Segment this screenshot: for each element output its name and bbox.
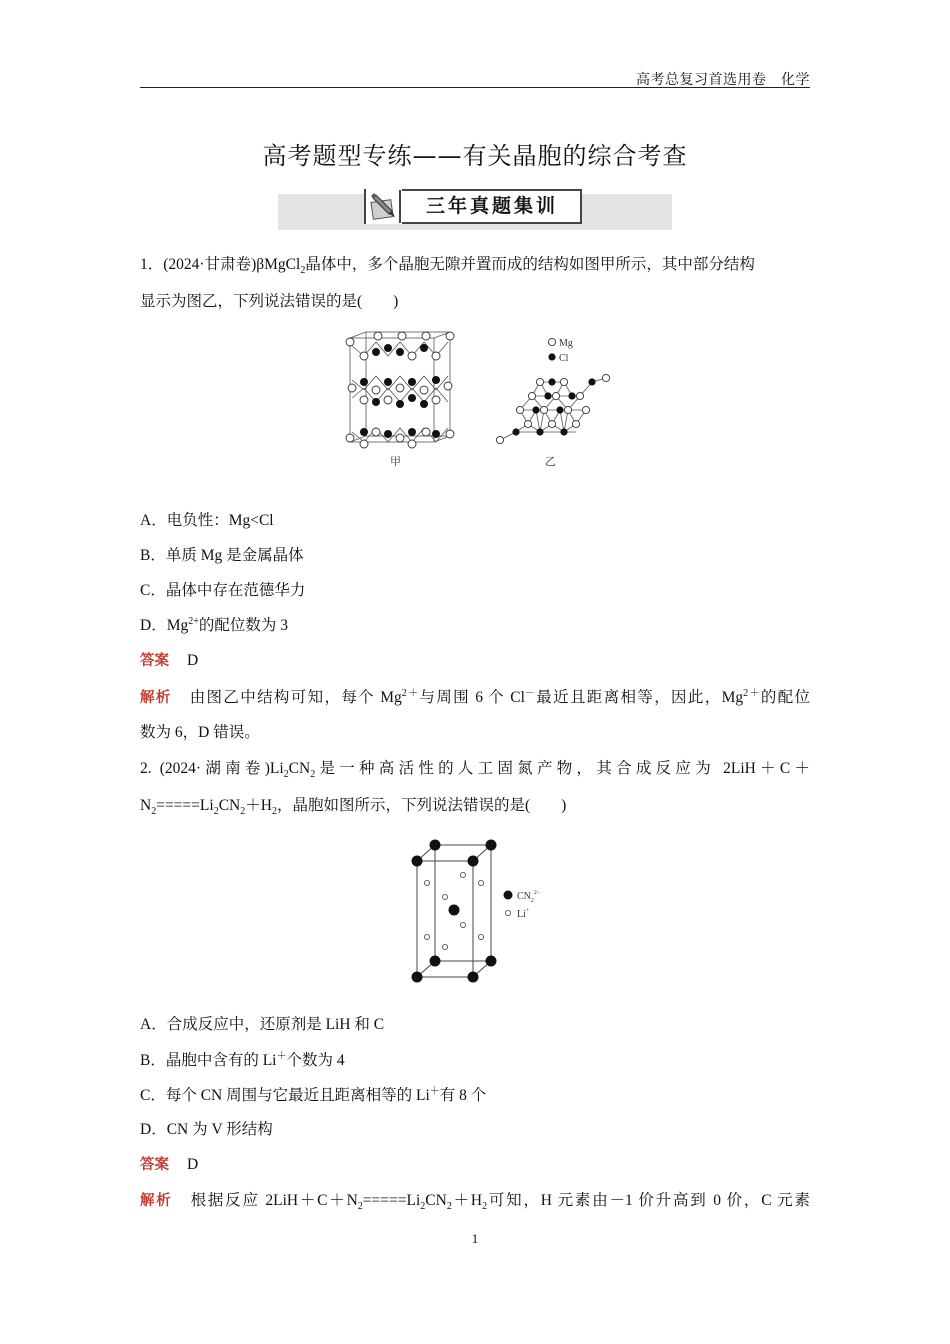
q2-option-b: B．晶胞中含有的 Li＋个数为 4 <box>140 1051 345 1070</box>
q1-explanation-label: 解析 <box>140 690 172 707</box>
q1-answer-label: 答案 <box>140 653 169 669</box>
q1-answer: 答案 D <box>140 652 199 669</box>
q2-stem-line1: 2. (2024·湖南卷)$Li_2CN_2$是一种高活性的人工固氮产物，其合成反应为 2LiH＋C＋ <box>140 760 810 781</box>
q1-option-c: C．晶体中存在范德华力 <box>140 582 306 599</box>
q1-figure-a-caption: 甲 <box>390 455 401 468</box>
legend-cl-marker <box>548 353 555 360</box>
q1-option-a: A．电负性：Mg<Cl <box>140 512 274 529</box>
q2-explanation-label: 解析 <box>140 1193 173 1209</box>
legend-li-marker <box>505 910 510 915</box>
header-rule <box>140 87 810 88</box>
page-number: 1 <box>471 1231 479 1246</box>
q1-explanation-line1: 解析 由图乙中结构可知，每个 $Mg^{2+}$与周围 6 个 Cl－最近且距离相等，因此，$Mg^{2+}$的配位 <box>140 688 811 707</box>
running-header: 高考总复习首选用卷 化学 <box>636 73 810 88</box>
section-banner-label: 三年真题集训 <box>425 195 558 217</box>
q1-stem-line1: 1．(2024·甘肃卷)βMgCl$_2$晶体中，多个晶胞无隙并置而成的结构如图甲所示，其中部分结构 <box>140 256 755 277</box>
page-title: 高考题型专练——有关晶胞的综合考查 <box>262 142 688 170</box>
legend-mg-marker <box>548 338 555 345</box>
pencil-icon <box>366 189 402 224</box>
q2-explanation-line1: 解析 根据反应 $2LiH+C+N_2=====Li_2CN_2+H_2$可知，H 元素由－1 价升高到 0 价，C 元素 <box>140 1192 810 1213</box>
q2-answer: 答案 D <box>140 1156 199 1173</box>
q1-figure-a <box>340 328 460 470</box>
q2-option-d: D．CN 为 V 形结构 <box>140 1121 273 1138</box>
q1-figure-b-caption: 乙 <box>545 455 556 468</box>
legend-li-label: Li+ <box>517 908 530 920</box>
q1-option-d: D．$Mg^{2+}$的配位数为 3 <box>140 615 289 634</box>
q1-explanation-line2: 数为 6，D 错误。 <box>140 724 260 741</box>
legend-cn-marker <box>504 891 513 900</box>
q1-option-b: B．单质 Mg 是金属晶体 <box>140 547 304 564</box>
q1-stem-line2: 显示为图乙，下列说法错误的是( ) <box>140 293 399 310</box>
q2-answer-label: 答案 <box>140 1157 169 1173</box>
legend-cl-label: Cl <box>559 353 569 364</box>
q1-figure-b <box>492 332 617 470</box>
q2-stem-line2: $N_2=====Li_2CN_2+H_2$，晶胞如图所示，下列说法错误的是( ) <box>140 797 567 818</box>
q2-option-c: C．每个 CN 周围与它最近且距离相等的 Li＋有 8 个 <box>140 1086 487 1105</box>
q2-unit-cell-figure <box>405 835 555 985</box>
legend-mg-label: Mg <box>559 338 573 349</box>
q2-option-a: A．合成反应中，还原剂是 LiH 和 C <box>140 1016 385 1033</box>
legend-cn-label: $CN_2^{2-}$ <box>517 890 541 904</box>
